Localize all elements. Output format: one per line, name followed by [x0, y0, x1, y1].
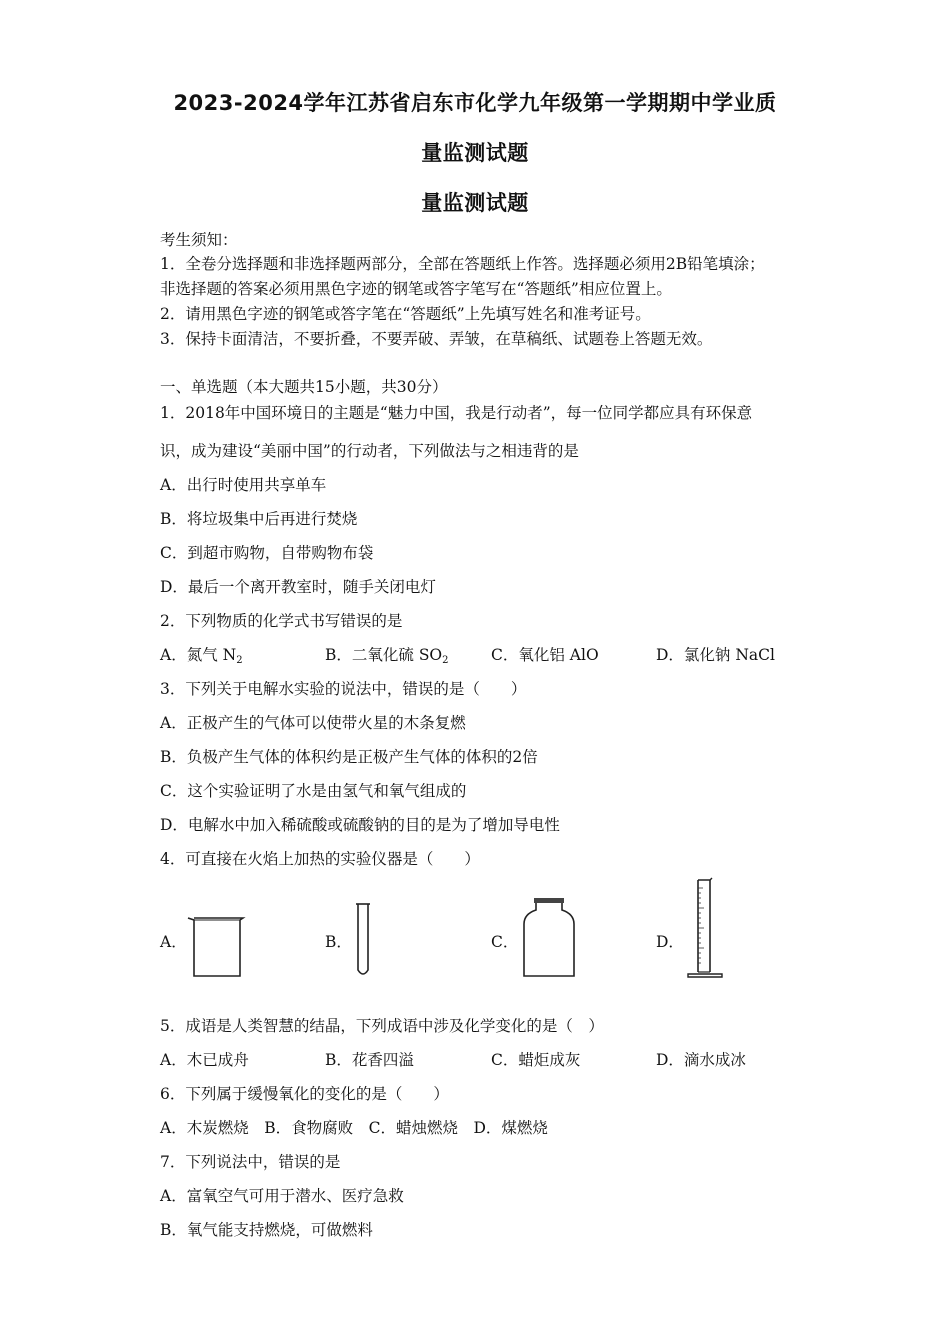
q2-option-d: D．氯化钠 NaCl [656, 646, 775, 664]
q6-options: A．木炭燃烧 B．食物腐败 C．蜡烛燃烧 D．煤燃烧 [160, 1119, 548, 1137]
q2-option-b: B．二氧化硫 $SO_2$ [325, 646, 449, 666]
graduated-cylinder-icon [684, 876, 728, 980]
notice-item-1b: 非选择题的答案必须用黑色字迹的钢笔或答字笔写在“答题纸”相应位置上。 [160, 280, 672, 298]
title-line-1: 2023-2024学年江苏省启东市化学九年级第一学期期中学业质 [173, 91, 777, 115]
test-tube-icon [352, 900, 374, 980]
q5-option-a: A．木已成舟 [160, 1051, 249, 1069]
q3-option-d: D．电解水中加入稀硫酸或硫酸钠的目的是为了增加导电性 [160, 816, 560, 834]
q4-option-b-label: B． [325, 933, 352, 951]
section-heading: 一、单选题（本大题共15小题，共30分） [160, 378, 448, 396]
q5-stem: 5．成语是人类智慧的结晶，下列成语中涉及化学变化的是（ ） [160, 1017, 604, 1035]
q3-option-c: C．这个实验证明了水是由氢气和氧气组成的 [160, 782, 467, 800]
notice-item-2: 2．请用黑色字迹的钢笔或答字笔在“答题纸”上先填写姓名和准考证号。 [160, 305, 651, 323]
q3-option-b: B．负极产生气体的体积约是正极产生气体的体积的2倍 [160, 748, 538, 766]
q1-option-d: D．最后一个离开教室时，随手关闭电灯 [160, 578, 436, 596]
q4-stem: 4．可直接在火焰上加热的实验仪器是（ ） [160, 850, 480, 868]
q1-option-c: C．到超市购物，自带购物布袋 [160, 544, 374, 562]
q7-option-b: B．氧气能支持燃烧，可做燃料 [160, 1221, 373, 1239]
q6-stem: 6．下列属于缓慢氧化的变化的是（ ） [160, 1085, 449, 1103]
q5-option-b: B．花香四溢 [325, 1051, 414, 1069]
q4-option-a-label: A． [160, 933, 187, 951]
beaker-icon [186, 914, 246, 980]
q2-stem: 2．下列物质的化学式书写错误的是 [160, 612, 403, 630]
q1-option-a: A．出行时使用共享单车 [160, 476, 327, 494]
title-line-2: 量监测试题 [421, 141, 529, 165]
q4-option-c-label: C． [491, 933, 519, 951]
reagent-bottle-icon [520, 896, 578, 980]
q3-option-a: A．正极产生的气体可以使带火星的木条复燃 [160, 714, 466, 732]
notice-item-1a: 1．全卷分选择题和非选择题两部分，全部在答题纸上作答。选择题必须用2B铅笔填涂； [160, 255, 765, 273]
q7-stem: 7．下列说法中，错误的是 [160, 1153, 341, 1171]
title-line-3: 量监测试题 [421, 191, 529, 215]
notice-heading: 考生须知： [160, 231, 238, 249]
q1-option-b: B．将垃圾集中后再进行焚烧 [160, 510, 358, 528]
q2-option-c: C．氧化铝 AlO [491, 646, 599, 664]
q4-option-d-label: D． [656, 933, 684, 951]
notice-item-3: 3．保持卡面清洁，不要折叠，不要弄破、弄皱，在草稿纸、试题卷上答题无效。 [160, 330, 713, 348]
q1-stem-b: 识，成为建设“美丽中国”的行动者，下列做法与之相违背的是 [160, 442, 579, 460]
q1-stem-a: 1．2018年中国环境日的主题是“魅力中国，我是行动者”，每一位同学都应具有环保意 [160, 404, 753, 422]
q7-option-a: A．富氧空气可用于潜水、医疗急救 [160, 1187, 404, 1205]
q5-option-d: D．滴水成冰 [656, 1051, 746, 1069]
q5-option-c: C．蜡炬成灰 [491, 1051, 581, 1069]
q2-option-a: A．氮气 $N_2$ [160, 646, 243, 666]
q3-stem: 3．下列关于电解水实验的说法中，错误的是（ ） [160, 680, 527, 698]
